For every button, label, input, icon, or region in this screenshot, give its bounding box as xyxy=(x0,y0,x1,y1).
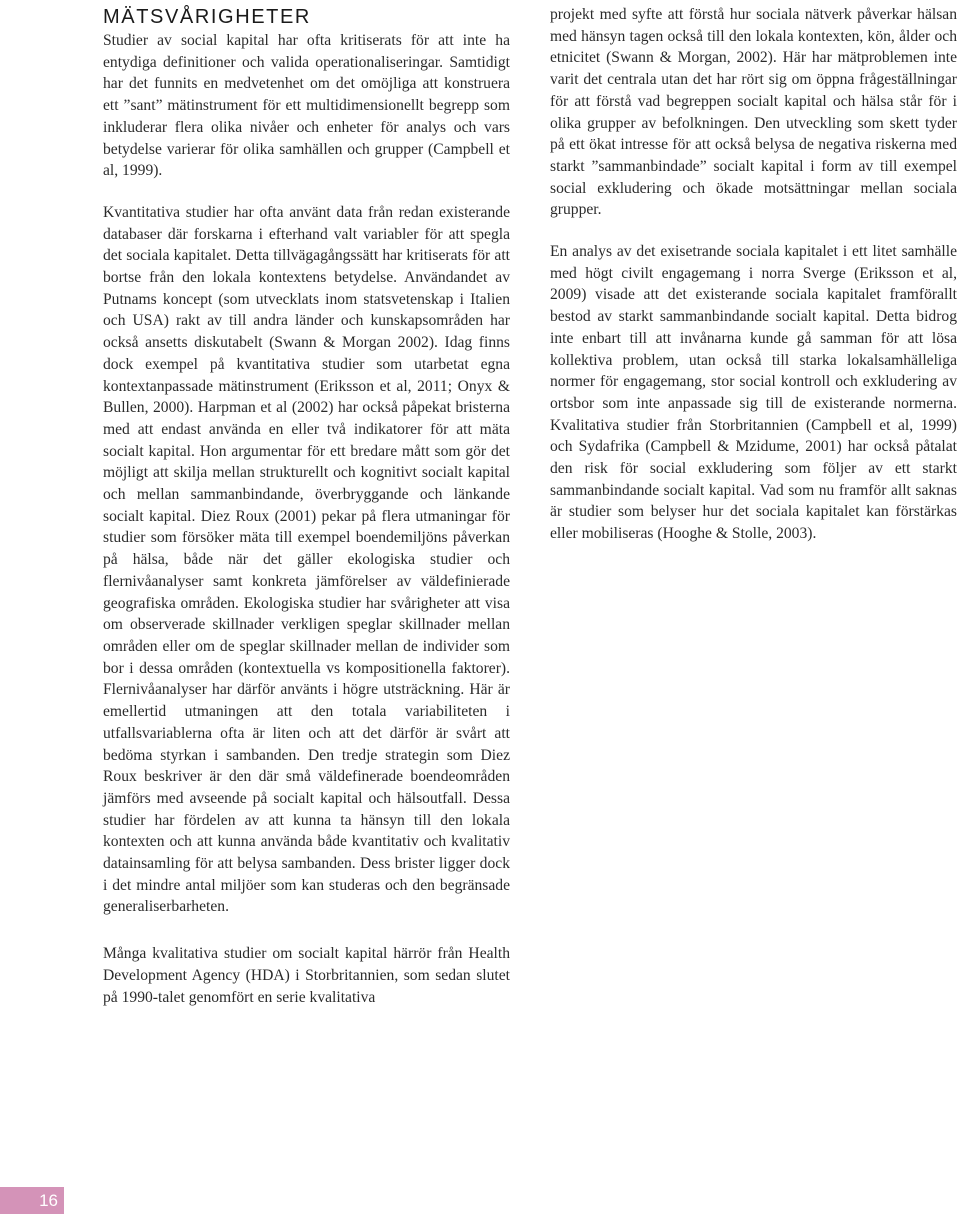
paragraph: projekt med syfte att förstå hur sociala nätverk påverkar hälsan med hänsyn tagen också till den lokala kontexten, kön, ålder och etnicitet (Swann & Morgan, 2002). Här har mätproblemen inte varit det centrala utan det har rört sig om öppna frågeställningar för att förstå vad begreppen socialt kapital och hälsa står för i olika grupper av befolkningen. Den utveckling som skett tyder på ett ökat intresse för att också belysa de negativa riskerna med starkt ”sammanbindade” socialt kapital i form av till exempel social exkludering och ökade motsättningar mellan sociala grupper. xyxy=(550,6,957,219)
right-column xyxy=(550,4,957,545)
paragraph: En analys av det exisetrande sociala kapitalet i ett litet samhälle med högt civilt engagemang i norra Sverge (Eriksson et al, 2009) visade att det existerande sociala kapitalet framförallt bestod av starkt sammanbindande socialt kapital. Detta bidrog inte enbart till att invånarna kunde gå samman för att lösa kollektiva problem, utan också till starka lokalsamhälleliga normer för engagemang, stor social kontroll och exkludering av ortsbor som inte anpassade sig till de existerande normerna. Kvalitativa studier från Storbritannien (Campbell et al, 1999) och Sydafrika (Campbell & Mzidume, 2001) har också påtalat den risk för social exkludering som följer av ett starkt sammanbindande socialt kapital. Vad som nu framför allt saknas är studier som belyser hur det sociala kapitalet kan förstärkas eller mobiliseras (Hooghe & Stolle, 2003). xyxy=(550,243,957,543)
section-heading: MÄTSVÅRIGHETER xyxy=(103,6,311,28)
left-column xyxy=(103,6,510,1008)
paragraph: Kvantitativa studier har ofta använt data från redan existerande databaser där forskarna i efterhand valt variabler för att spegla det sociala kapitalet. Detta tillvägagångssätt har kritiserats för att bortse från den lokala kontextens betydelse. Användandet av Putnams koncept (som utvecklats inom statsvetenskap i Italien och USA) rakt av till andra länder och kunskapsområden har också ansetts diskutabelt (Swann & Morgan 2002). Idag finns dock exempel på kvantitativa studier som utarbetat egna kontextanpassade mätinstrument (Eriksson et al, 2011; Onyx & Bullen, 2000). Harpman et al (2002) har också påpekat bristerna med att endast använda en eller två indikatorer för att mäta socialt kapital. Hon argumentar för ett bredare mått som gör det möjligt att skilja mellan strukturellt och kognitivt socialt kapital och mellan sammanbindande, överbryggande och länkande socialt kapital. Diez Roux (2001) pekar på flera utmaningar för studier som försöker mäta till exempel boendemiljöns påverkan på hälsa, både när det gäller ekologiska studier och flernivåanalyser samt konkreta jämförelser av väldefinierade geografiska områden. Ekologiska studier har svårigheter att visa om observerade skillnader verkligen speglar skillnader mellan områden eller om de speglar skillnader mellan de individer som bor i dessa områden (kontextuella vs kompositionella faktorer). Flernivåanalyser har därför använts i högre utsträckning. Här är emellertid utmaningen att den totala variabiliteten i utfallsvariablerna ofta är liten och att det därför är svårt att bedöma styrkan i sambanden. Den tredje strategin som Diez Roux beskriver är den där små väldefinerade boendeområden jämförs med avseende på socialt kapital och hälsoutfall. Dessa studier har fördelen av att kunna ta hänsyn till den lokala kontexten och att kunna använda både kvantitativ och kvalitativ datainsamling för att belysa sambanden. Dess brister ligger dock i det mindre antal miljöer som kan studeras och den begränsade generaliserbarheten. xyxy=(103,203,510,916)
paragraph: Många kvalitativa studier om socialt kapital härrör från Health Development Agency (HDA) i Storbritannien, som sedan slutet på 1990-talet genomfört en serie kvalitativa xyxy=(103,945,510,1006)
paragraph: Studier av social kapital har ofta kritiserats för att inte ha entydiga definitioner och valida operationaliseringar. Samtidigt har det funnits en medvetenhet om det omöjliga att konstruera ett ”sant” mätinstrument för ett multidimensionellt begrepp som inkluderar flera olika nivåer och enheter för analys och vars betydelse varierar för olika samhällen och grupper (Campbell et al, 1999). xyxy=(103,32,510,180)
page-number-badge: 16 xyxy=(0,1187,64,1214)
